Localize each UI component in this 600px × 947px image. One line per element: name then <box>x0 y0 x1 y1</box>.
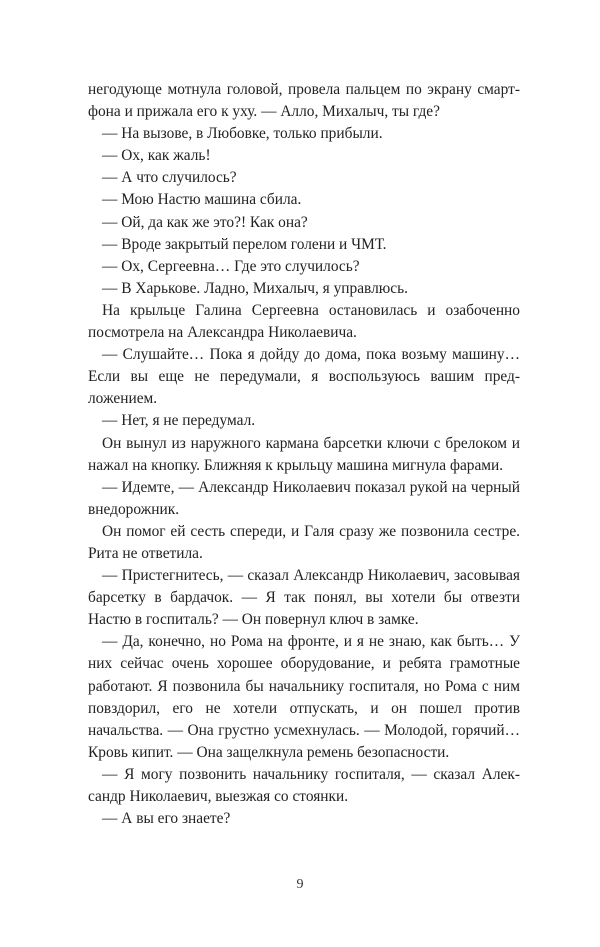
paragraph: — Я могу позвонить начальнику госпиталя, — сказал Александр Николаевич, выезжая со стоянки. <box>88 765 520 805</box>
paragraph: — На вызове, в Любовке, только прибыли. <box>102 125 383 143</box>
paragraph: — Вроде закрытый перелом голени и ЧМТ. <box>102 235 387 253</box>
paragraph: — Ох, как жаль! <box>102 147 211 165</box>
paragraph: — Мою Настю машина сбила. <box>102 191 302 209</box>
paragraph: — Пристегнитесь, — сказал Александр Николаевич, засовывая барсетку в бардачок. — Я так понял, вы хотели бы отвезти Настю в госпиталь? — Он повернул ключ в замке. <box>88 567 520 629</box>
paragraph: — Слушайте… Пока я дойду до дома, пока возьму машину… Если вы еще не передумали, я воспользуюсь вашим предложением. <box>88 346 520 408</box>
paragraph: — Ох, Сергеевна… Где это случилось? <box>102 257 360 275</box>
paragraph: — В Харькове. Ладно, Михалыч, я управлюсь. <box>102 279 408 297</box>
paragraph: — Да, конечно, но Рома на фронте, и я не знаю, как быть… У них сейчас очень хорошее оборудование, и ребята грамотные работают. Я позвонила бы начальнику госпиталя, но Рома с ним повздорил, его не хотели отпускать, и он пошел против начальства. — Она грустно усмехнулась. — Молодой, горячий… Кровь кипит. — Она защелкнула ремень безопасности. <box>88 633 520 761</box>
paragraph: — Нет, я не передумал. <box>102 412 256 430</box>
body-text <box>88 79 520 830</box>
page-number: 9 <box>296 877 304 892</box>
paragraph: — Ой, да как же это?! Как она? <box>102 213 308 231</box>
paragraph: негодующе мотнула головой, провела пальцем по экрану смартфона и прижала его к уху. — Алло, Михалыч, ты где? <box>88 81 520 121</box>
paragraph: — А вы его знаете? <box>102 810 231 828</box>
paragraph: На крыльце Галина Сергеевна остановилась и озабоченно посмотрела на Александра Николаевича. <box>88 301 520 342</box>
paragraph: Он вынул из наружного кармана барсетки ключи с брелоком и нажал на кнопку. Ближняя к крыльцу машина мигнула фарами. <box>88 434 520 474</box>
paragraph: Он помог ей сесть спереди, и Галя сразу же позвонила сестре. Рита не ответила. <box>88 522 520 562</box>
paragraph: — А что случилось? <box>102 169 237 187</box>
paragraph: — Идемте, — Александр Николаевич показал рукой на черный внедорожник. <box>88 478 520 518</box>
